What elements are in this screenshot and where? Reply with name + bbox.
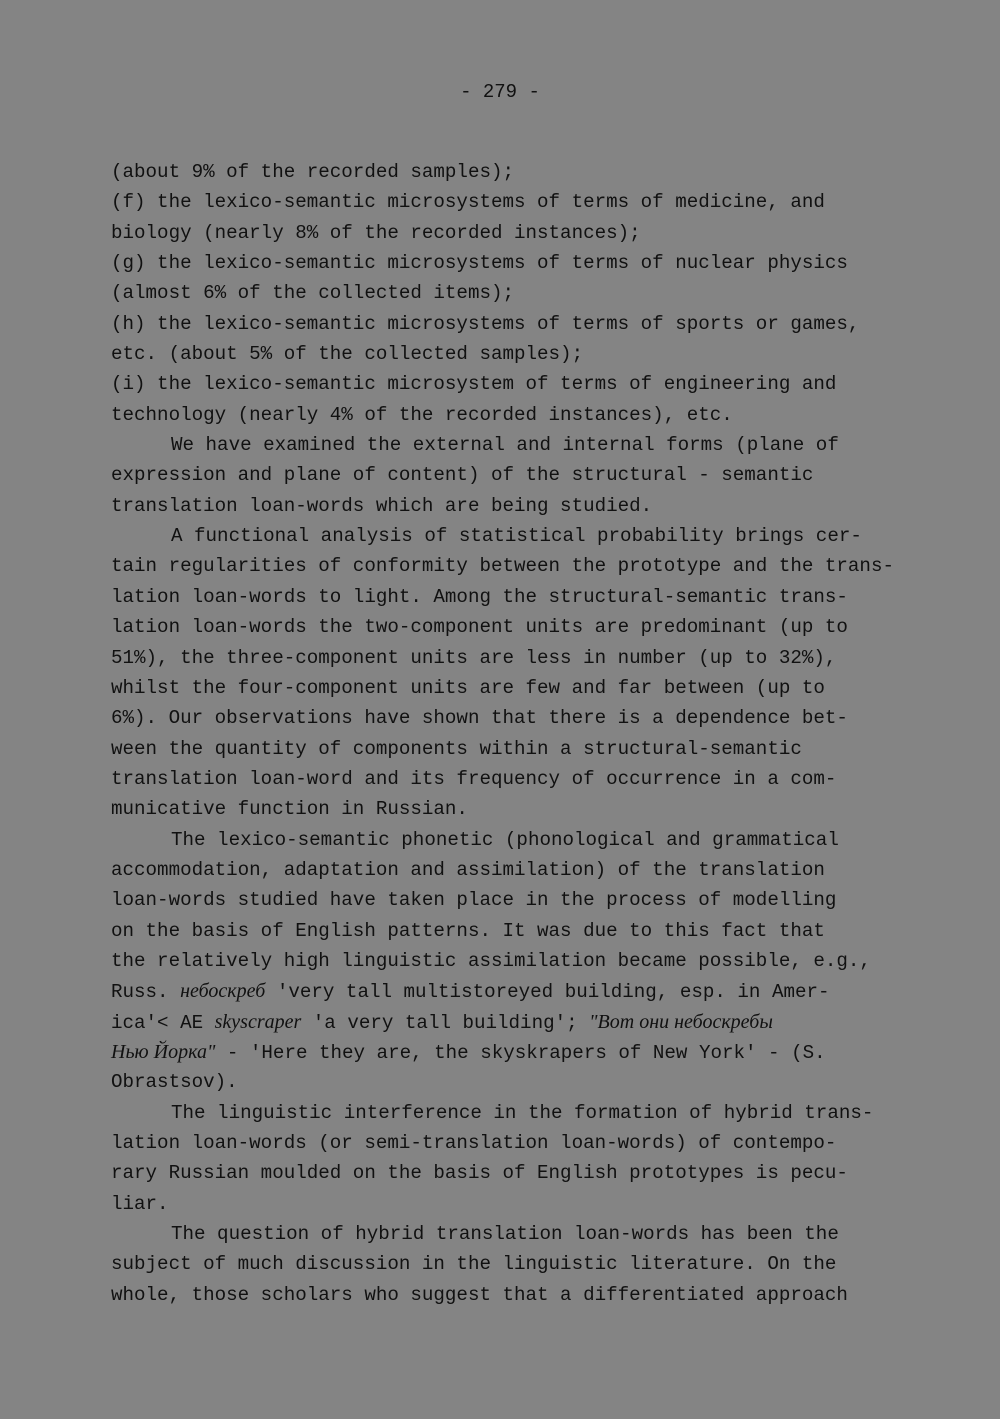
text-segment: on the basis of English patterns. It was due to this fact that [111, 919, 825, 942]
text-segment: The question of hybrid translation loan-words has been the [171, 1223, 839, 1246]
text-line [111, 703, 901, 733]
text-segment: subject of much discussion in the linguistic literature. On the [111, 1253, 837, 1276]
text-segment: lation loan-words (or semi-translation loan-words) of contempo- [111, 1132, 837, 1154]
text-line [111, 1067, 901, 1097]
text-line [111, 309, 901, 339]
text-segment: 'very tall multistoreyed building, esp. in Amer- [265, 981, 830, 1004]
text-line [111, 1128, 901, 1158]
text-line [111, 551, 901, 581]
text-line [111, 673, 901, 703]
text-segment: A functional analysis of statistical probability brings cer- [171, 525, 862, 548]
text-segment: technology (nearly 4% of the recorded instances), etc. [111, 403, 733, 426]
text-segment: etc. (about 5% of the collected samples); [111, 343, 584, 366]
text-line [111, 400, 901, 430]
text-line [111, 1098, 901, 1128]
text-segment: lation loan-words the two-component units are predominant (up to [111, 616, 848, 639]
text-segment: The lexico-semantic phonetic (phonological and grammatical [171, 828, 839, 851]
text-line [111, 187, 901, 217]
italic-text: Нью Йорка" [111, 1040, 216, 1063]
text-line [111, 1280, 901, 1310]
text-segment: 6%). Our observations have shown that there is a dependence bet- [111, 707, 848, 730]
italic-text: "Вот они небоскребы [589, 1010, 773, 1033]
text-line [111, 976, 901, 1006]
text-segment: 'a very tall building'; [301, 1011, 590, 1034]
text-line [111, 916, 901, 946]
text-segment: lation loan-words to light. Among the structural-semantic trans- [111, 585, 848, 608]
text-segment: ica'< AE [111, 1011, 215, 1034]
italic-text: небоскреб [180, 980, 266, 1003]
text-line [111, 885, 901, 915]
text-line [111, 582, 901, 612]
text-line [111, 157, 901, 187]
text-line [111, 643, 901, 673]
text-segment: (almost 6% of the collected items); [111, 282, 515, 305]
text-line [111, 946, 901, 976]
text-segment: 51%), the three-component units are less in number (up to 32%), [111, 646, 837, 669]
text-segment: (f) the lexico-semantic microsystems of terms of medicine, and [111, 191, 825, 214]
text-line [111, 1007, 901, 1037]
text-line [111, 764, 901, 794]
text-line [111, 218, 901, 248]
text-segment: biology (nearly 8% of the recorded instances); [111, 221, 641, 244]
text-line [111, 794, 901, 824]
text-segment: Obrastsov). [111, 1071, 238, 1094]
text-segment: The linguistic interference in the formation of hybrid trans- [171, 1101, 874, 1124]
text-segment: tain regularities of conformity between the prototype and the trans- [111, 555, 894, 578]
text-line [111, 1249, 901, 1279]
italic-text: skyscraper [214, 1010, 302, 1033]
text-line [111, 1219, 901, 1249]
text-segment: (about 9% of the recorded samples); [111, 161, 515, 183]
text-segment: translation loan-word and its frequency of occurrence in a com- [111, 767, 837, 790]
text-segment: expression and plane of content) of the structural - semantic [111, 464, 814, 487]
text-segment: ween the quantity of components within a structural-semantic [111, 737, 802, 760]
text-segment: (g) the lexico-semantic microsystems of terms of nuclear physics [111, 252, 848, 275]
text-segment: translation loan-words which are being studied. [111, 494, 653, 517]
text-line [111, 430, 901, 460]
text-line [111, 491, 901, 521]
text-segment: loan-words studied have taken place in the process of modelling [111, 889, 837, 912]
text-segment: We have examined the external and internal forms (plane of [171, 434, 839, 457]
text-segment: whole, those scholars who suggest that a differentiated approach [111, 1283, 848, 1306]
text-segment: Russ. [111, 981, 181, 1004]
body-text [111, 157, 901, 1310]
page-number: - 279 - [460, 81, 540, 103]
text-segment: (i) the lexico-semantic microsystem of terms of engineering and [111, 373, 837, 396]
text-line [111, 855, 901, 885]
text-segment: (h) the lexico-semantic microsystems of terms of sports or games, [111, 312, 860, 335]
text-line [111, 1158, 901, 1188]
text-line [111, 339, 901, 369]
text-line [111, 1037, 901, 1067]
text-line [111, 612, 901, 642]
text-segment: rary Russian moulded on the basis of English prototypes is pecu- [111, 1162, 848, 1185]
text-line [111, 248, 901, 278]
text-line [111, 521, 901, 551]
text-line [111, 1189, 901, 1219]
text-segment: municative function in Russian. [111, 798, 468, 821]
text-line [111, 825, 901, 855]
text-line [111, 278, 901, 308]
text-line [111, 369, 901, 399]
text-segment: the relatively high linguistic assimilation became possible, e.g., [111, 949, 871, 972]
text-segment: - 'Here they are, the skyskrapers of New York' - (S. [215, 1041, 826, 1064]
text-segment: whilst the four-component units are few and far between (up to [111, 676, 825, 699]
text-line [111, 460, 901, 490]
text-line [111, 734, 901, 764]
text-segment: liar. [111, 1192, 169, 1215]
text-segment: accommodation, adaptation and assimilation) of the translation [111, 858, 825, 881]
